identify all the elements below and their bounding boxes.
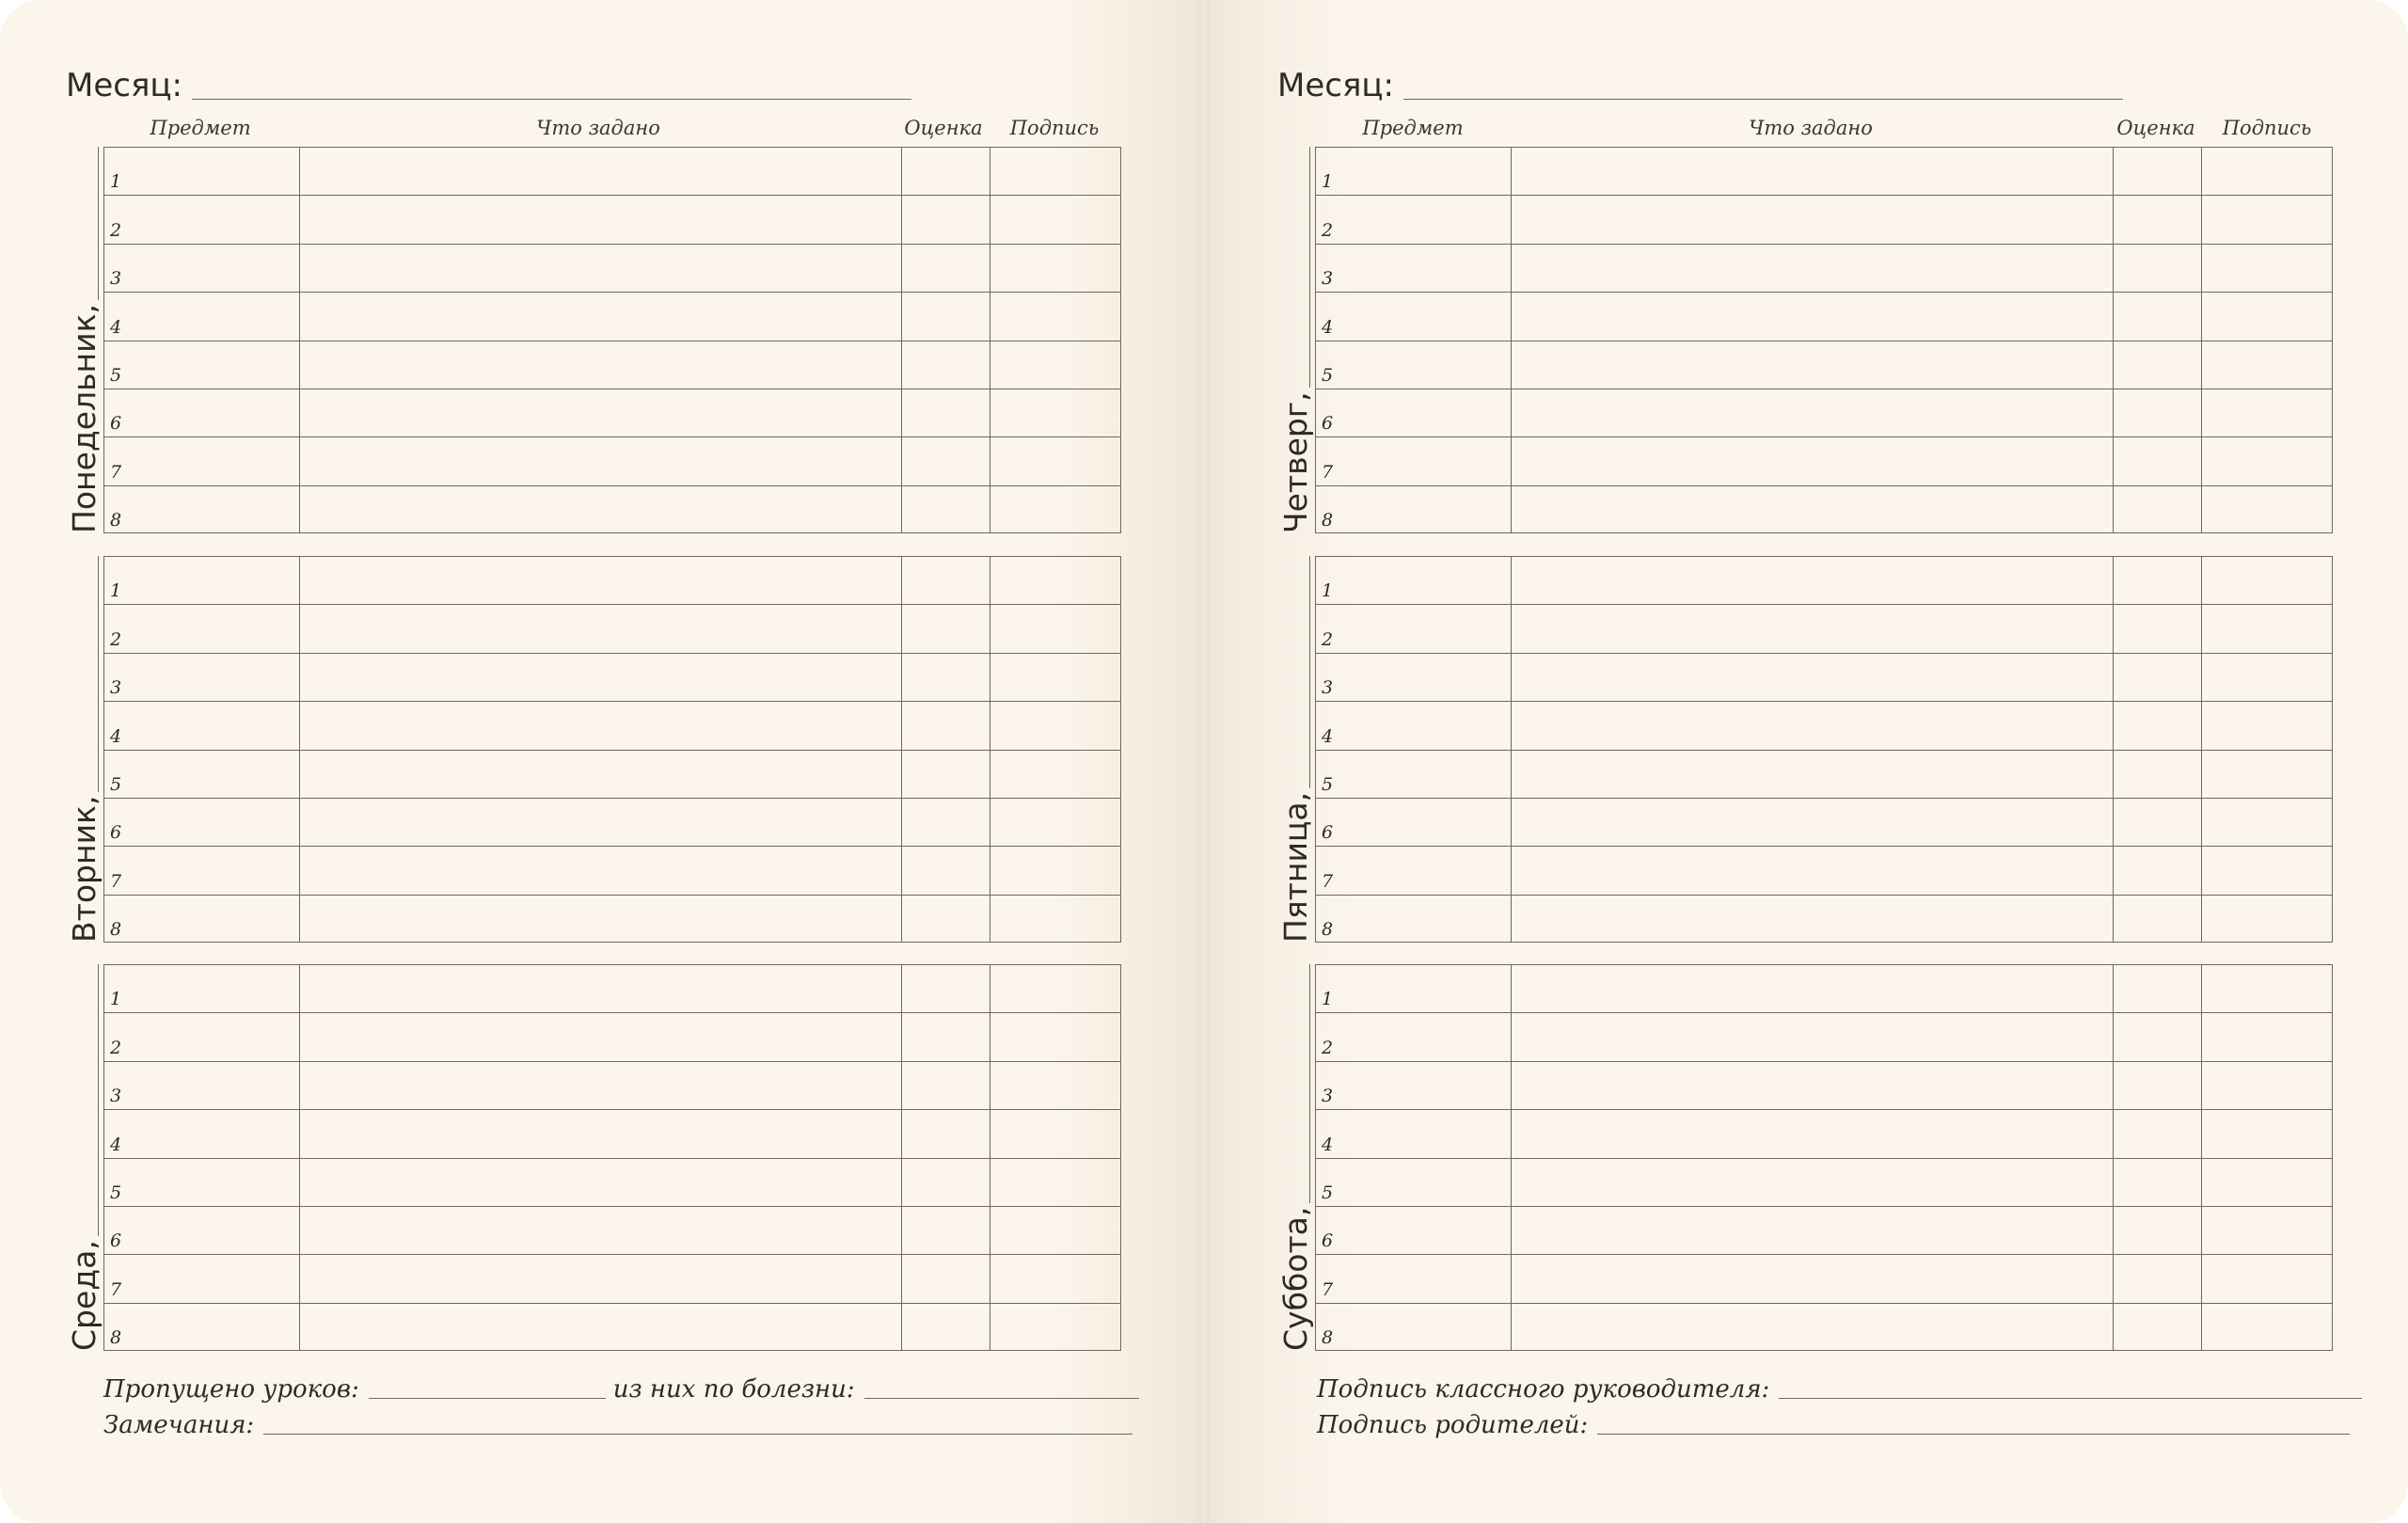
lesson-number: 3 (110, 677, 122, 699)
lesson-number: 4 (110, 725, 122, 747)
right-header-assignment: Что задано (1749, 117, 1873, 139)
table-row-divider (104, 1206, 1120, 1207)
day-date-input-line[interactable] (1309, 147, 1310, 388)
left-header-signature: Подпись (1009, 117, 1100, 139)
missed-lessons-input-line[interactable] (369, 1398, 606, 1399)
table-row-divider (1316, 1206, 2332, 1207)
lesson-number: 4 (110, 1134, 122, 1155)
day-date-input-line[interactable] (1309, 556, 1310, 788)
lesson-number: 5 (110, 364, 122, 386)
lesson-table (103, 964, 1121, 1351)
lesson-number: 6 (1322, 413, 1334, 435)
table-row-divider (104, 244, 1120, 245)
left-remarks-field (103, 1405, 1133, 1437)
lesson-number: 7 (110, 1278, 122, 1300)
remarks-input-line[interactable] (263, 1434, 1133, 1435)
illness-label: из них по болезни: (612, 1375, 855, 1404)
day-label-area (1277, 556, 1315, 943)
day-label-area (66, 556, 103, 943)
day-date-input-line[interactable] (98, 964, 99, 1236)
table-row-divider (1316, 1254, 2332, 1255)
lesson-number: 1 (1322, 580, 1334, 602)
lesson-table (1315, 556, 2333, 943)
table-row-divider (104, 1012, 1120, 1013)
lesson-number: 7 (110, 870, 122, 892)
day-block-l1 (66, 556, 1121, 943)
lesson-table (1315, 964, 2333, 1351)
table-column-divider (2201, 557, 2202, 942)
day-date-input-line[interactable] (1309, 964, 1310, 1203)
table-row-divider (104, 798, 1120, 799)
table-column-divider (299, 148, 300, 532)
day-block-l2 (66, 964, 1121, 1351)
lesson-number: 1 (110, 171, 122, 193)
table-row-divider (104, 292, 1120, 293)
lesson-number: 1 (110, 989, 122, 1010)
day-label: Вторник, (66, 795, 103, 943)
lesson-number: 7 (110, 461, 122, 483)
day-label: Пятница, (1277, 791, 1314, 943)
table-row-divider (1316, 846, 2332, 847)
lesson-number: 2 (110, 628, 122, 650)
table-column-divider (299, 557, 300, 942)
lesson-number: 2 (110, 219, 122, 241)
lesson-number: 5 (1322, 364, 1334, 386)
lesson-number: 3 (1322, 1086, 1334, 1107)
day-label-area (66, 964, 103, 1351)
day-block-r0 (1277, 147, 2333, 533)
right-month-field (1277, 60, 2123, 102)
day-block-r2 (1277, 964, 2333, 1351)
table-row-divider (104, 1061, 1120, 1062)
lesson-number: 8 (1322, 510, 1334, 531)
left-missed-lessons-field (103, 1370, 1139, 1402)
day-label-area (1277, 147, 1315, 533)
table-row-divider (104, 701, 1120, 702)
lesson-number: 4 (1322, 1134, 1334, 1155)
lesson-number: 8 (110, 919, 122, 940)
table-row-divider (1316, 798, 2332, 799)
lesson-number: 2 (1322, 1037, 1334, 1058)
left-header-grade: Оценка (904, 117, 983, 139)
lesson-number: 8 (1322, 919, 1334, 940)
left-header-subject: Предмет (150, 117, 251, 139)
table-column-divider (2113, 557, 2114, 942)
right-header-grade: Оценка (2116, 117, 2195, 139)
right-month-input-line[interactable] (1403, 99, 2123, 100)
lesson-number: 3 (110, 1086, 122, 1107)
table-column-divider (1511, 148, 1512, 532)
lesson-number: 7 (1322, 870, 1334, 892)
table-row-divider (1316, 1303, 2332, 1304)
left-month-label: Месяц: (66, 67, 182, 104)
lesson-number: 2 (110, 1037, 122, 1058)
table-row-divider (1316, 1158, 2332, 1159)
table-row-divider (104, 653, 1120, 654)
right-column-headers (0, 117, 2408, 141)
lesson-table (103, 556, 1121, 943)
lesson-number: 6 (110, 413, 122, 435)
left-header-assignment: Что задано (536, 117, 660, 139)
right-month-label: Месяц: (1277, 67, 1394, 104)
lesson-number: 6 (110, 822, 122, 844)
lesson-number: 1 (1322, 171, 1334, 193)
parents-signature-input-line[interactable] (1597, 1434, 2350, 1435)
lesson-number: 5 (1322, 773, 1334, 795)
table-column-divider (901, 557, 902, 942)
lesson-table (1315, 147, 2333, 533)
lesson-number: 1 (110, 580, 122, 602)
lesson-number: 4 (1322, 725, 1334, 747)
right-header-subject: Предмет (1362, 117, 1464, 139)
lesson-number: 3 (1322, 268, 1334, 290)
table-column-divider (2201, 148, 2202, 532)
lesson-number: 6 (110, 1230, 122, 1252)
page-gutter (1199, 0, 1209, 1523)
table-row-divider (104, 485, 1120, 486)
table-row-divider (1316, 653, 2332, 654)
table-column-divider (901, 965, 902, 1350)
table-column-divider (1511, 965, 1512, 1350)
table-row-divider (1316, 292, 2332, 293)
table-row-divider (1316, 1012, 2332, 1013)
lesson-number: 6 (1322, 1230, 1334, 1252)
lesson-number: 3 (1322, 677, 1334, 699)
day-block-l0 (66, 147, 1121, 533)
table-row-divider (1316, 485, 2332, 486)
day-label: Понедельник, (66, 304, 103, 533)
lesson-number: 3 (110, 268, 122, 290)
table-column-divider (2113, 148, 2114, 532)
day-label: Четверг, (1277, 391, 1314, 533)
table-row-divider (104, 846, 1120, 847)
day-date-input-line[interactable] (98, 147, 99, 300)
table-column-divider (901, 148, 902, 532)
lesson-number: 6 (1322, 822, 1334, 844)
right-header-signature: Подпись (2222, 117, 2312, 139)
lesson-number: 2 (1322, 628, 1334, 650)
table-column-divider (2113, 965, 2114, 1350)
table-column-divider (1511, 557, 1512, 942)
day-label: Суббота, (1277, 1206, 1314, 1351)
day-date-input-line[interactable] (98, 556, 99, 792)
lesson-number: 5 (110, 1182, 122, 1203)
lesson-number: 7 (1322, 461, 1334, 483)
table-row-divider (1316, 604, 2332, 605)
lesson-number: 4 (1322, 316, 1334, 338)
lesson-table (103, 147, 1121, 533)
day-label-area (66, 147, 103, 533)
table-column-divider (299, 965, 300, 1350)
parents-signature-label: Подпись родителей: (1317, 1411, 1589, 1439)
table-row-divider (1316, 895, 2332, 896)
remarks-label: Замечания: (103, 1411, 255, 1439)
lesson-number: 8 (110, 1327, 122, 1348)
missed-lessons-label: Пропущено уроков: (103, 1375, 359, 1404)
table-row-divider (1316, 244, 2332, 245)
lesson-number: 8 (1322, 1327, 1334, 1348)
lesson-number: 1 (1322, 989, 1334, 1010)
table-row-divider (104, 895, 1120, 896)
lesson-number: 8 (110, 510, 122, 531)
left-month-input-line[interactable] (192, 99, 911, 100)
table-row-divider (1316, 1061, 2332, 1062)
table-column-divider (2201, 965, 2202, 1350)
table-row-divider (104, 1254, 1120, 1255)
table-row-divider (1316, 195, 2332, 196)
lesson-number: 4 (110, 316, 122, 338)
table-row-divider (104, 195, 1120, 196)
table-row-divider (104, 1109, 1120, 1110)
table-row-divider (104, 436, 1120, 437)
day-block-r1 (1277, 556, 2333, 943)
table-row-divider (104, 750, 1120, 751)
lesson-number: 5 (110, 773, 122, 795)
teacher-signature-field (1317, 1370, 2362, 1402)
illness-input-line[interactable] (864, 1398, 1139, 1399)
lesson-number: 2 (1322, 219, 1334, 241)
day-label-area (1277, 964, 1315, 1351)
parents-signature-field (1317, 1405, 2350, 1437)
table-row-divider (104, 1303, 1120, 1304)
day-label: Среда, (66, 1240, 103, 1351)
table-row-divider (104, 1158, 1120, 1159)
table-row-divider (104, 604, 1120, 605)
table-row-divider (1316, 701, 2332, 702)
table-row-divider (1316, 750, 2332, 751)
lesson-number: 7 (1322, 1278, 1334, 1300)
table-row-divider (1316, 436, 2332, 437)
teacher-signature-label: Подпись классного руководителя: (1317, 1375, 1770, 1404)
teacher-signature-input-line[interactable] (1779, 1398, 2362, 1399)
left-month-field (66, 60, 911, 102)
lesson-number: 5 (1322, 1182, 1334, 1203)
table-row-divider (1316, 1109, 2332, 1110)
